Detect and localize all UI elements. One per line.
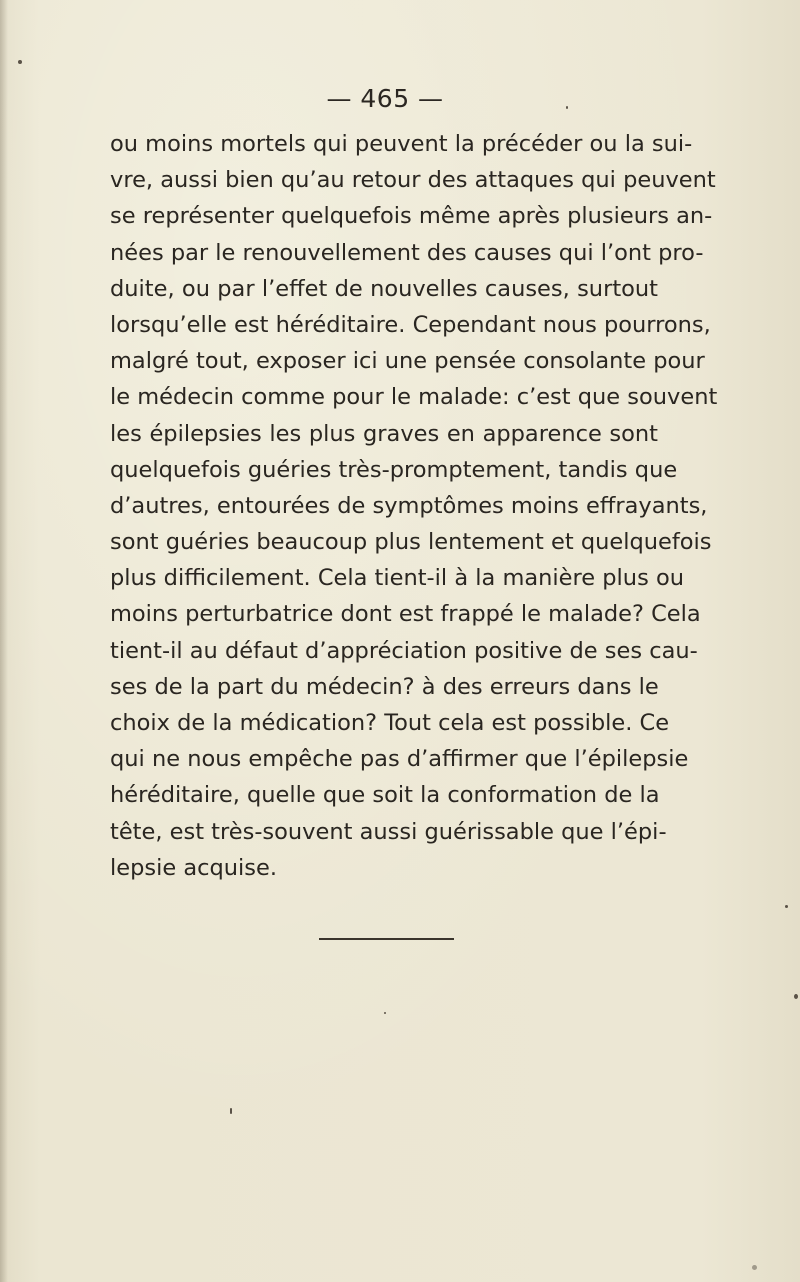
text-line: choix de la médication? Tout cela est possible. Ce	[110, 710, 670, 736]
page-number: — 465 —	[326, 84, 444, 113]
text-line: sont guéries beaucoup plus lentement et quelquefois	[110, 529, 712, 556]
text-line: d’autres, entourées de symptômes moins effrayants,	[110, 492, 708, 519]
text-line: malgré tout, exposer ici une pensée consolante pour	[110, 348, 705, 375]
paper-speck	[18, 60, 22, 64]
text-line: duite, ou par l’effet de nouvelles causes, surtout	[110, 275, 658, 302]
paper-speck	[384, 1012, 386, 1014]
paper-speck	[794, 994, 798, 999]
text-line: ses de la part du médecin? à des erreurs dans le	[110, 673, 659, 700]
text-line: les épilepsies les plus graves en apparence sont	[110, 420, 658, 447]
paper-speck	[230, 1108, 232, 1114]
text-line: héréditaire, quelle que soit la conformation de la	[110, 782, 660, 809]
text-line: quelquefois guéries très-promptement, tandis que	[110, 456, 678, 483]
text-line: le médecin comme pour le malade: c’est que souvent	[110, 384, 718, 411]
paper-speck	[785, 905, 788, 908]
text-line: tête, est très-souvent aussi guérissable que l’épi-	[110, 818, 667, 845]
text-line: vre, aussi bien qu’au retour des attaques qui peuvent	[110, 167, 716, 194]
paper-speck	[752, 1265, 757, 1270]
body-paragraph	[110, 126, 718, 886]
text-line: lorsqu’elle est héréditaire. Cependant nous pourrons,	[110, 311, 711, 338]
paper-speck	[566, 106, 568, 109]
text-line: lepsie acquise.	[110, 854, 278, 881]
text-line: se représenter quelquefois même après plusieurs an-	[110, 203, 713, 230]
text-line: moins perturbatrice dont est frappé le malade? Cela	[110, 601, 701, 628]
text-line: plus difficilement. Cela tient-il à la manière plus ou	[110, 565, 684, 592]
text-line: nées par le renouvellement des causes qui l’ont pro-	[110, 239, 704, 266]
text-line: qui ne nous empêche pas d’affirmer que l’épilepsie	[110, 746, 689, 773]
text-line: ou moins mortels qui peuvent la précéder ou la sui-	[110, 131, 693, 157]
page-gutter-shadow	[0, 0, 8, 1282]
text-line: tient-il au défaut d’appréciation positive de ses cau-	[110, 637, 698, 664]
section-end-rule	[319, 938, 454, 940]
